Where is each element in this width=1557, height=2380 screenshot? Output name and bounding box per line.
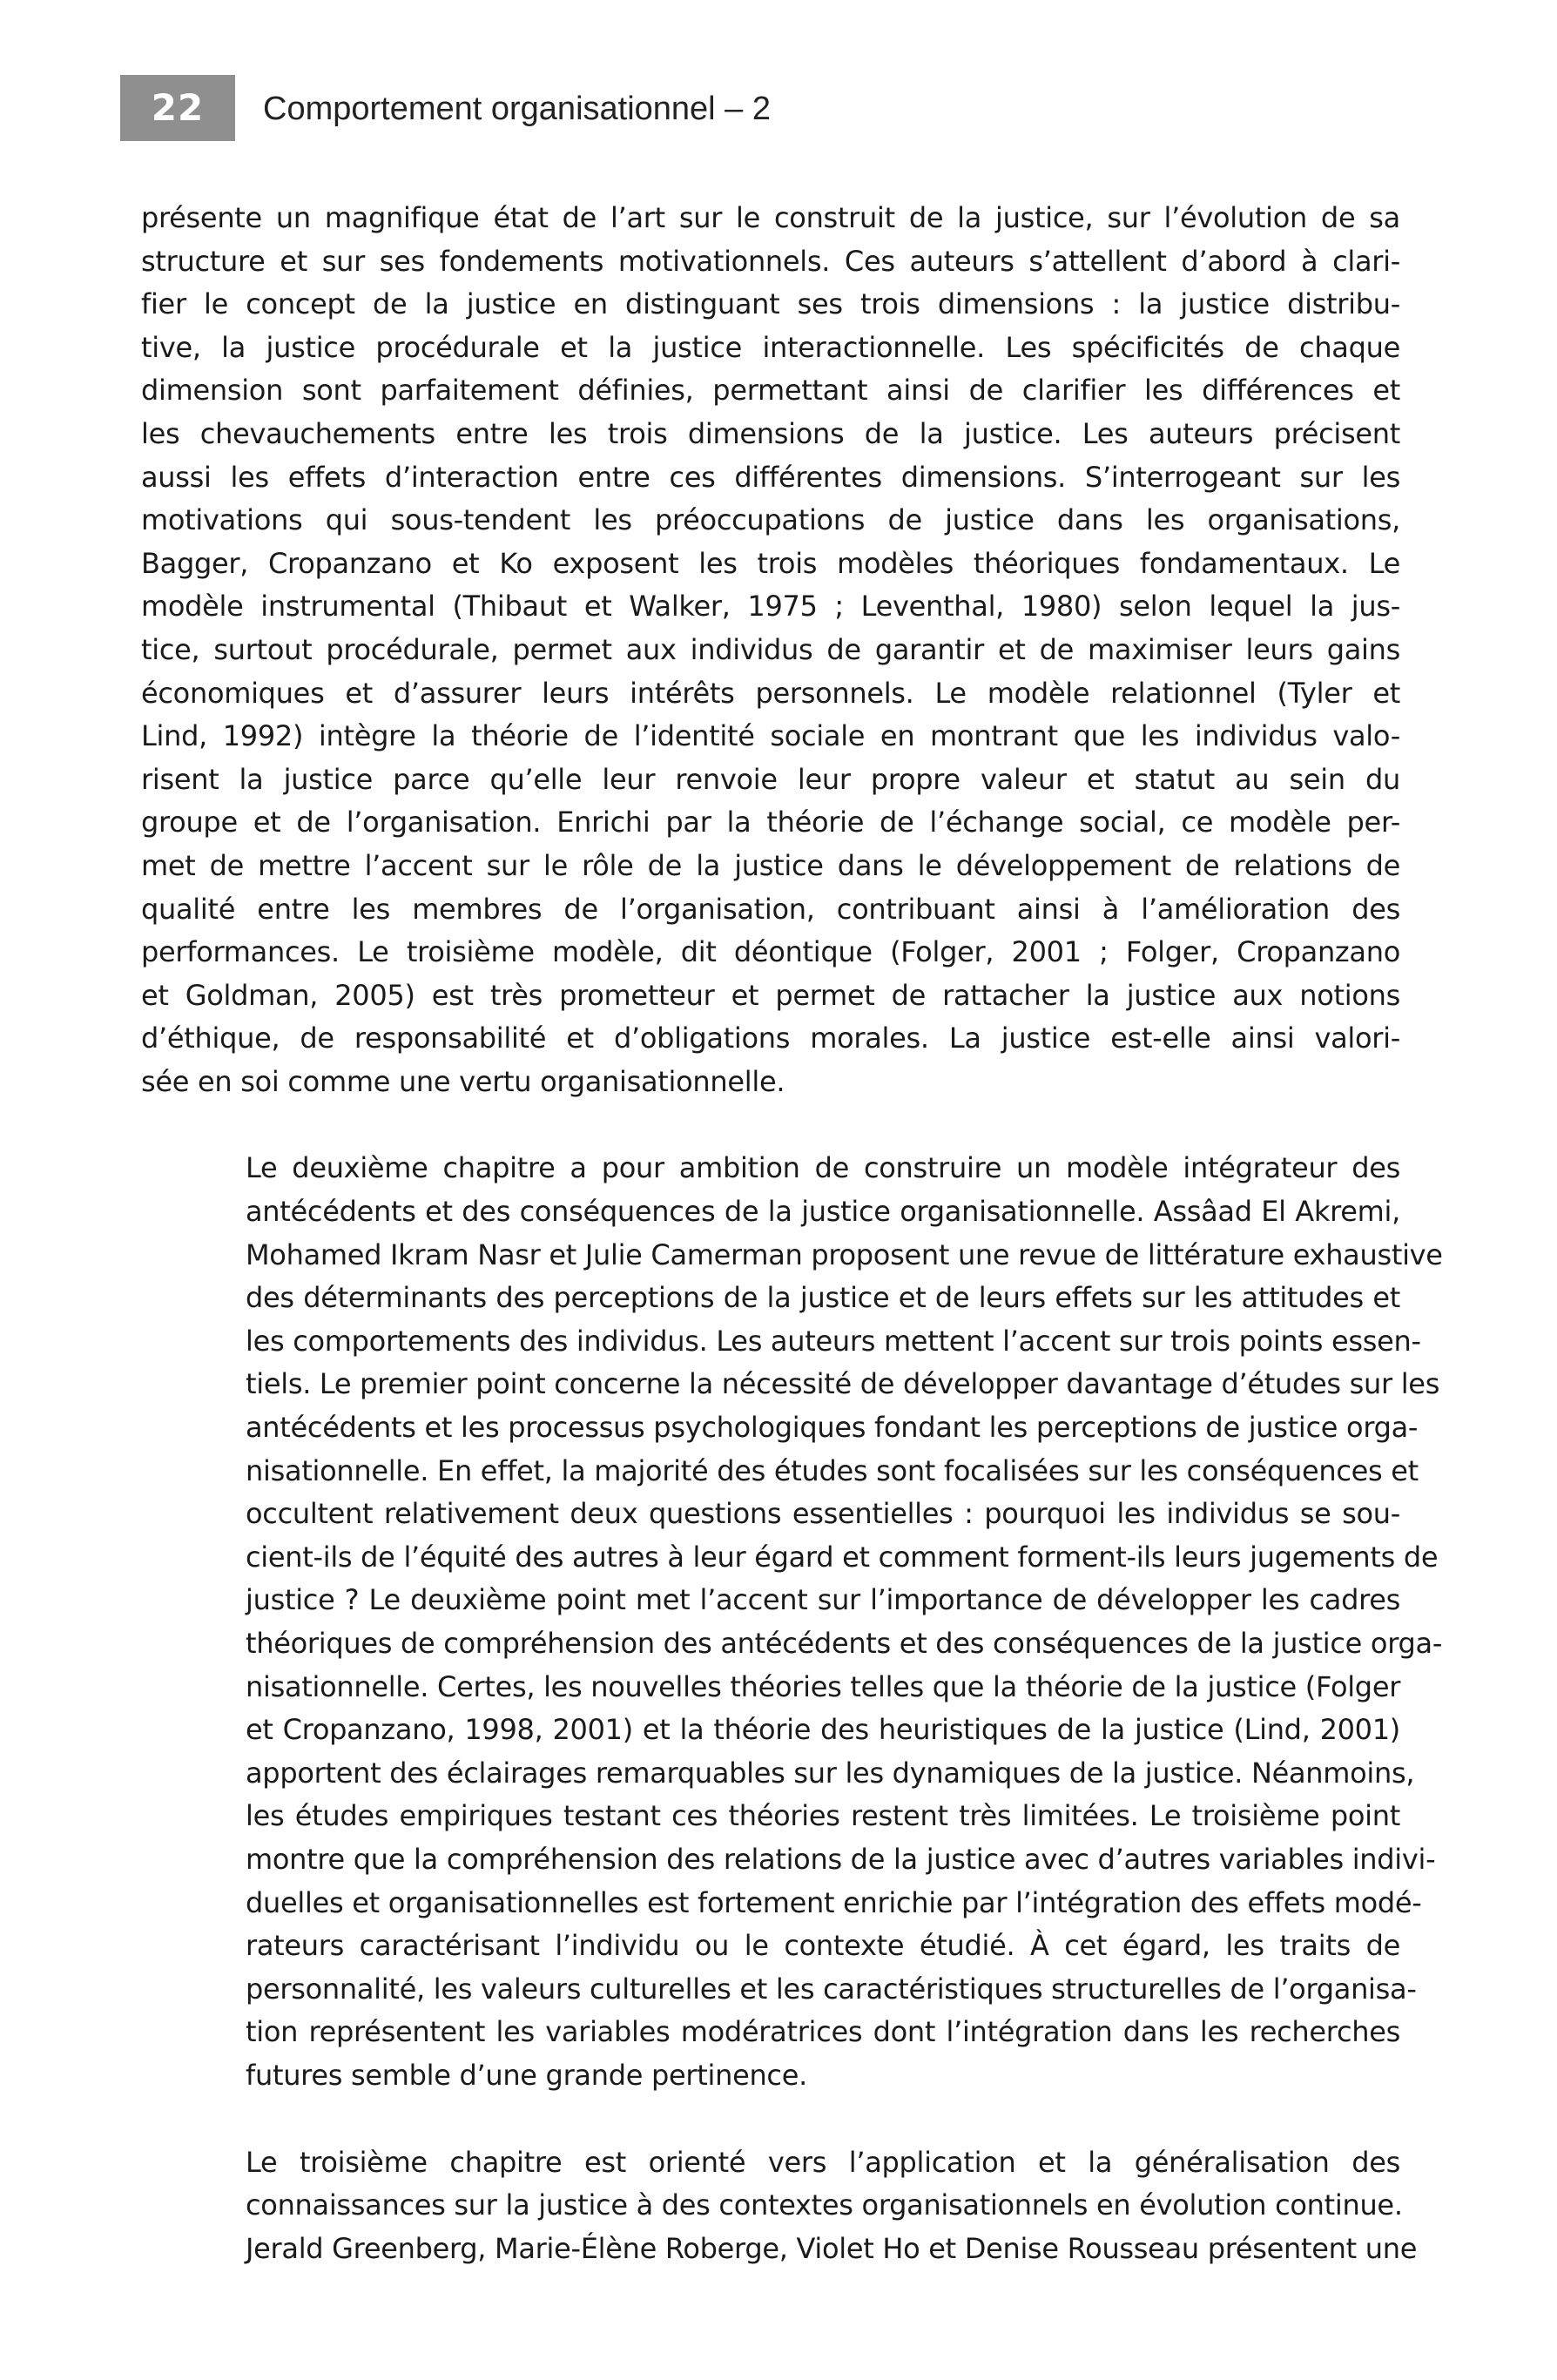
text-line: groupe et de l’organisation. Enrichi par la théorie de l’échange social, ce modèle per-: [141, 806, 1400, 839]
text-line: duelles et organisationnelles est fortement enrichie par l’intégration des effets modé-: [246, 1885, 1422, 1919]
text-line: met de mettre l’accent sur le rôle de la justice dans le développement de relations de: [141, 848, 1400, 882]
text-line: structure et sur ses fondements motivationnels. Ces auteurs s’attellent d’abord à clari-: [141, 244, 1400, 278]
text-line: présente un magnifique état de l’art sur le construit de la justice, sur l’évolution de sa: [141, 201, 1400, 234]
text-line: Le deuxième chapitre a pour ambition de construire un modèle intégrateur des: [246, 1151, 1400, 1185]
text-line: nisationnelle. Certes, les nouvelles théories telles que la théorie de la justice (Folger: [246, 1669, 1401, 1703]
text-line: justice ? Le deuxième point met l’accent sur l’importance de développer les cadres: [246, 1583, 1400, 1617]
text-line: cient-ils de l’équité des autres à leur égard et comment forment-ils leurs jugements de: [246, 1540, 1439, 1574]
running-title: Comportement organisationnel – 2: [263, 91, 772, 127]
text-line: Jerald Greenberg, Marie-Élène Roberge, Violet Ho et Denise Rousseau présentent une: [246, 2231, 1418, 2265]
text-line: antécédents et des conséquences de la justice organisationnelle. Assâad El Akremi,: [246, 1195, 1400, 1229]
text-line: Lind, 1992) intègre la théorie de l’identité sociale en montrant que les individus valo-: [141, 719, 1400, 753]
text-line: nisationnelle. En effet, la majorité des études sont focalisées sur les conséquences et: [246, 1453, 1419, 1487]
text-line: d’éthique, de responsabilité et d’obligations morales. La justice est-elle ainsi valori-: [141, 1021, 1400, 1055]
paragraph-2: [141, 1147, 1443, 2097]
text-line: aussi les effets d’interaction entre ces différentes dimensions. S’interrogeant sur les: [141, 460, 1400, 494]
text-line: connaissances sur la justice à des contextes organisationnels en évolution continue.: [246, 2188, 1403, 2222]
text-line: dimension sont parfaitement définies, permettant ainsi de clarifier les différences et: [141, 374, 1400, 408]
text-line: risent la justice parce qu’elle leur renvoie leur propre valeur et statut au sein du: [141, 762, 1400, 796]
text-line: motivations qui sous-tendent les préoccupations de justice dans les organisations,: [141, 503, 1400, 537]
paragraph-1: [141, 197, 1400, 1103]
text-line: montre que la compréhension des relations de la justice avec d’autres variables indivi-: [246, 1842, 1436, 1876]
text-line: Bagger, Cropanzano et Ko exposent les trois modèles théoriques fondamentaux. Le: [141, 546, 1400, 580]
text-line: les études empiriques testant ces théories restent très limitées. Le troisième point: [246, 1799, 1400, 1833]
text-line: et Cropanzano, 1998, 2001) et la théorie des heuristiques de la justice (Lind, 2001): [246, 1713, 1400, 1747]
text-line: occultent relativement deux questions essentielles : pourquoi les individus se sou-: [246, 1497, 1400, 1531]
text-line: des déterminants des perceptions de la justice et de leurs effets sur les attitudes et: [246, 1281, 1400, 1315]
text-line: Mohamed Ikram Nasr et Julie Camerman proposent une revue de littérature exhaustive: [246, 1237, 1443, 1271]
text-line: apportent des éclairages remarquables sur les dynamiques de la justice. Néanmoins,: [246, 1756, 1415, 1790]
text-line: sée en soi comme une vertu organisationnelle.: [141, 1064, 785, 1098]
text-line: futures semble d’une grande pertinence.: [246, 2058, 807, 2092]
text-line: et Goldman, 2005) est très prometteur et permet de rattacher la justice aux notions: [141, 978, 1400, 1012]
text-line: tice, surtout procédurale, permet aux individus de garantir et de maximiser leurs gains: [141, 632, 1400, 666]
text-line: personnalité, les valeurs culturelles et les caractéristiques structurelles de l’organisa-: [246, 1972, 1417, 2006]
text-line: antécédents et les processus psychologiques fondant les perceptions de justice orga-: [246, 1411, 1419, 1445]
text-line: tiels. Le premier point concerne la nécessité de développer davantage d’études sur les: [246, 1367, 1440, 1401]
text-line: économiques et d’assurer leurs intérêts personnels. Le modèle relationnel (Tyler et: [141, 676, 1400, 710]
text-line: modèle instrumental (Thibaut et Walker, 1975 ; Leventhal, 1980) selon lequel la jus-: [141, 590, 1400, 624]
text-line: fier le concept de la justice en distinguant ses trois dimensions : la justice distribu-: [141, 287, 1400, 321]
text-line: les comportements des individus. Les auteurs mettent l’accent sur trois points essen-: [246, 1324, 1421, 1358]
text-line: théoriques de compréhension des antécédents et des conséquences de la justice orga-: [246, 1627, 1443, 1660]
body-text: [141, 197, 1443, 2270]
page-number: 22: [120, 75, 235, 141]
paragraph-3: [141, 2141, 1418, 2271]
text-line: rateurs caractérisant l’individu ou le contexte étudié. À cet égard, les traits de: [246, 1929, 1400, 1963]
text-line: les chevauchements entre les trois dimensions de la justice. Les auteurs précisent: [141, 416, 1400, 450]
text-line: performances. Le troisième modèle, dit déontique (Folger, 2001 ; Folger, Cropanzano: [141, 935, 1400, 969]
text-line: qualité entre les membres de l’organisation, contribuant ainsi à l’amélioration des: [141, 892, 1400, 926]
text-line: tion représentent les variables modératrices dont l’intégration dans les recherches: [246, 2015, 1400, 2049]
text-line: Le troisième chapitre est orienté vers l’application et la généralisation des: [246, 2145, 1400, 2179]
text-line: tive, la justice procédurale et la justice interactionnelle. Les spécificités de chaque: [141, 330, 1400, 364]
